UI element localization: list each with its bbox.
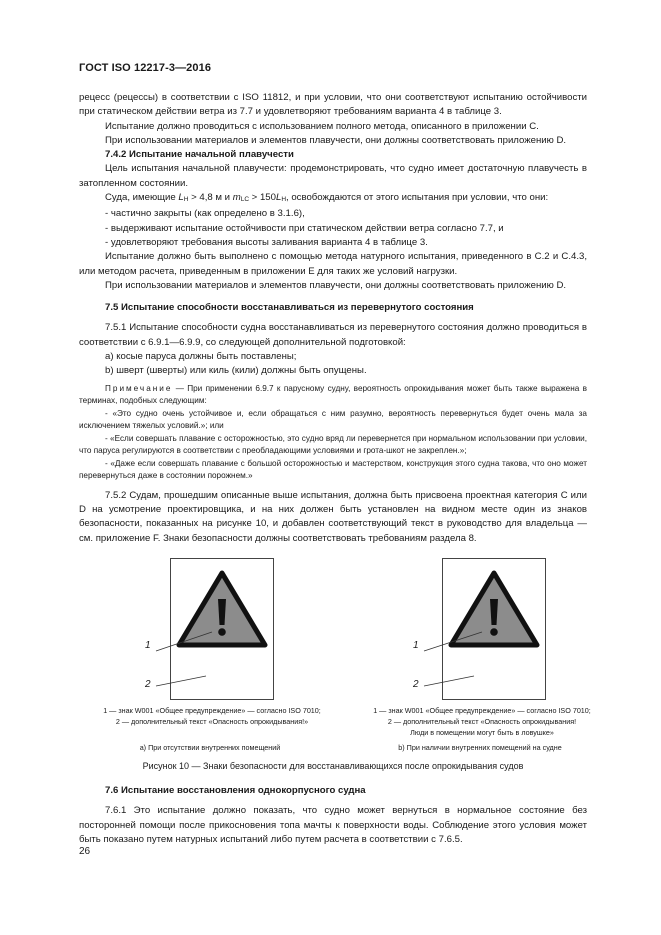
list-item: b) шверт (шверты) или киль (кили) должны быть опущены. bbox=[105, 365, 367, 377]
leader-lines bbox=[150, 630, 230, 690]
paragraph: При использовании материалов и элементов плавучести, они должны соответствовать приложению D. bbox=[105, 134, 567, 146]
note-item: - «Даже если совершать плавание с большой осторожностью и мастерством, конструкция этого судна такова, что оно может перевернуться даже в состоянии порожнем.» bbox=[79, 458, 587, 481]
list-item: a) косые паруса должны быть поставлены; bbox=[105, 351, 297, 363]
paragraph: Испытание должно проводиться с использованием полного метода, описанного в приложении С. bbox=[105, 120, 539, 132]
note-item: - «Это судно очень устойчивое и, если обращаться с ним разумно, вероятность перевернуться будет очень мала за исключением тяжелых условий.»; или bbox=[79, 408, 587, 431]
paragraph: 7.5.1 Испытание способности судна восстанавливаться из перевернутого состояния должно проводиться в соответствии с 6.9.1—6.9.9, со следующей дополнительной подготовкой: bbox=[79, 322, 587, 348]
note-item: - «Если совершать плавание с осторожностью, это судно вряд ли перевернется при нормальном использовании при условии, что паруса регулируются в соответствии с преобладающими условиями и грота-шкот не закреплен.»; bbox=[79, 433, 587, 456]
paragraph: рецесс (рецессы) в соответствии с ISO 11812, и при условии, что они соответствуют испытанию остойчивости при статическом действии ветра из 7.7 и удовлетворяют требованиям варианта 4 в таблице 3. bbox=[79, 92, 587, 118]
paragraph: 7.5.2 Судам, прошедшим описанные выше испытания, должна быть присвоена проектная категория С или D на усмотрение проектировщика, и на них должен быть установлен на видном месте один из знаков безопасности, показанных на рисунке 10, и добавлен соответствующий текст в руководство для владельца — см. приложение F. Знаки безопасности должны соответствовать требованиям раздела 8. bbox=[79, 489, 587, 544]
note: Примечание — При применении 6.9.7 к парусному судну, вероятность опрокидывания может быть также выражена в терминах, подобных следующим: bbox=[79, 383, 587, 406]
paragraph: При использовании материалов и элементов плавучести, они должны соответствовать приложению D. bbox=[105, 279, 567, 291]
section-7-6 bbox=[79, 784, 587, 847]
paragraph: Цель испытания начальной плавучести: продемонстрировать, что судно имеет достаточную плавучесть в затопленном состоянии. bbox=[79, 163, 587, 189]
figure-title: Рисунок 10 — Знаки безопасности для восстанавливающихся после опрокидывания судов bbox=[142, 761, 524, 771]
standard-header: ГОСТ ISO 12217-3—2016 bbox=[79, 62, 212, 74]
section-heading-7-4-2: 7.4.2 Испытание начальной плавучести bbox=[105, 149, 294, 161]
paragraph: Суда, имеющие LH > 4,8 м и mLC > 150LH, освобождаются от этого испытания при условии, что они: bbox=[105, 192, 549, 204]
label-2: 2 bbox=[413, 679, 419, 690]
figure-subcaption-a: а) При отсутствии внутренних помещений bbox=[139, 743, 281, 752]
paragraph: 7.6.1 Это испытание должно показать, что судно может вернуться в нормальное состояние без посторонней помощи после прикосновения топа мачты к поверхности воды. Соблюдение этого условия может быть показано путем натурных испытаний либо путем расчета в соответствии с 7.6.5. bbox=[79, 805, 587, 845]
figure-subcaption-b: b) При наличии внутренних помещений на судне bbox=[398, 743, 562, 752]
list-item: - удовлетворяют требования высоты заливания варианта 4 в таблице 3. bbox=[105, 236, 428, 248]
body-text bbox=[79, 91, 587, 546]
section-heading-7-6: 7.6 Испытание восстановления однокорпусного судна bbox=[105, 785, 366, 796]
leader-lines bbox=[418, 630, 498, 690]
label-1: 1 bbox=[145, 640, 151, 651]
figure-legend-b: 1 — знак W001 «Общее предупреждение» — согласно ISO 7010; 2 — дополнительный текст «Опасность опрокидывания! Люди в помещении могут быть в ловушке» bbox=[373, 706, 591, 737]
list-item: - частично закрыты (как определено в 3.1.6), bbox=[105, 208, 305, 220]
list-item: - выдерживают испытание остойчивости при статическом действии ветра согласно 7.7, и bbox=[105, 222, 504, 234]
page-number: 26 bbox=[79, 846, 91, 857]
section-heading-7-5: 7.5 Испытание способности восстанавливаться из перевернутого состояния bbox=[105, 302, 474, 314]
label-2: 2 bbox=[145, 679, 151, 690]
figure-legend-a: 1 — знак W001 «Общее предупреждение» — согласно ISO 7010; 2 — дополнительный текст «Опасность опрокидывания!» bbox=[103, 706, 321, 726]
paragraph: Испытание должно быть выполнено с помощью метода натурного испытания, приведенного в С.2 и С.4.3, или методом расчета, приведенным в приложении Е для таких же условий нагрузки. bbox=[79, 251, 587, 277]
label-1: 1 bbox=[413, 640, 419, 651]
